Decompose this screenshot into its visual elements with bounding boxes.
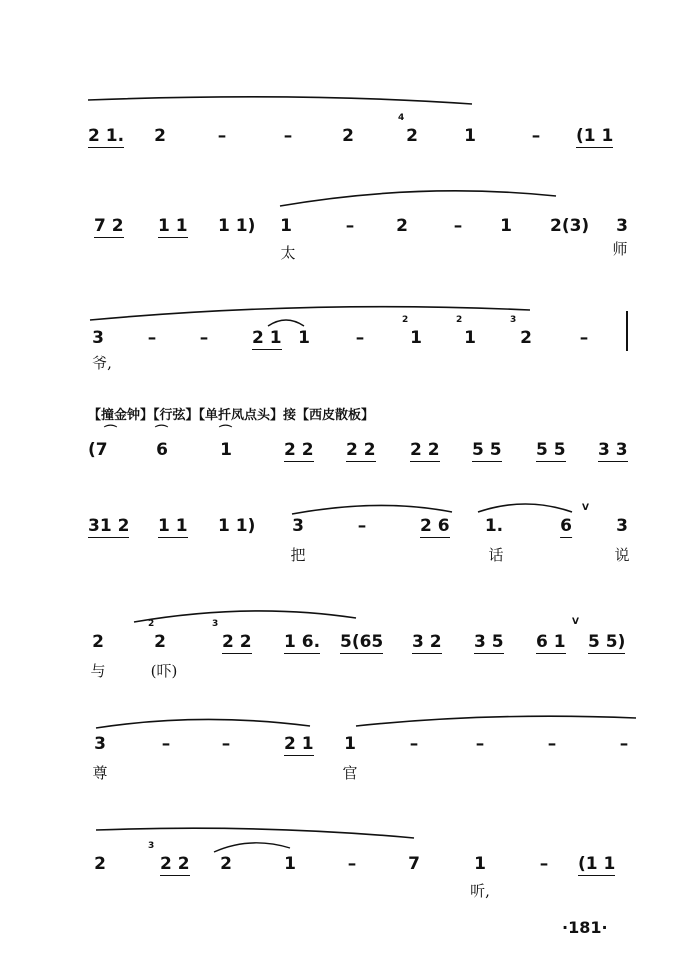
dash: – <box>221 734 231 754</box>
note: 3 <box>292 516 304 536</box>
lyric: 说 <box>614 546 630 564</box>
dash: – <box>531 126 541 146</box>
note-group: 2 2 <box>346 440 376 460</box>
note: 2 <box>396 216 408 236</box>
note: 7 <box>408 854 420 874</box>
note-group: 1 1) <box>218 216 256 236</box>
note-with-fermata: 1 <box>220 440 232 460</box>
dash: – <box>199 328 209 348</box>
lyric: 把 <box>290 546 306 564</box>
note: 2 <box>220 854 232 874</box>
grace-mark: 2 <box>456 315 463 325</box>
note-group: 2 2 <box>222 632 252 652</box>
lyric: 太 <box>280 244 296 262</box>
dash: – <box>357 516 367 536</box>
note-group: 2(3) <box>550 216 590 236</box>
note-group: 5 5 <box>472 440 502 460</box>
note-group: 7 2 <box>94 216 124 236</box>
note: 2 <box>520 328 532 348</box>
grace-mark: 2 <box>148 619 155 629</box>
note-group: 2 2 <box>160 854 190 874</box>
note-group: (1 1 <box>578 854 616 874</box>
dash: – <box>147 328 157 348</box>
note: 1 <box>464 126 476 146</box>
note-group: 2 1. <box>88 126 125 146</box>
grace-mark: 4 <box>398 113 405 123</box>
note: 6 <box>560 516 572 536</box>
note: 2 <box>406 126 418 146</box>
breath-mark: V <box>582 503 589 513</box>
dash: – <box>355 328 365 348</box>
note: 1 <box>410 328 422 348</box>
dash: – <box>579 328 589 348</box>
dash: – <box>453 216 463 236</box>
note: 2 <box>154 126 166 146</box>
note: 3 <box>92 328 104 348</box>
lyric: 官 <box>342 764 358 782</box>
grace-mark: 3 <box>510 315 517 325</box>
note: 1. <box>484 516 504 536</box>
fermata-icon: ⌒ <box>219 425 233 440</box>
note-group: 3 3 <box>598 440 628 460</box>
note-group: 1 1) <box>218 516 256 536</box>
note-group: 2 2 <box>284 440 314 460</box>
note: 2 <box>94 854 106 874</box>
note: 2 <box>92 632 104 652</box>
note-group: 1 6. <box>284 632 321 652</box>
dash: – <box>345 216 355 236</box>
note-group: 5 5 <box>536 440 566 460</box>
note: 3 <box>616 216 628 236</box>
note: 2 <box>154 632 166 652</box>
note-group: 3 5 <box>474 632 504 652</box>
dash: – <box>619 734 629 754</box>
fermata-icon: ⌒ <box>104 425 118 440</box>
lyric: 尊 <box>92 764 108 782</box>
note-group: 2 1 <box>252 328 282 348</box>
bar-line <box>626 311 628 351</box>
note-group: 5(65 <box>340 632 384 652</box>
note-with-fermata: 6 <box>156 440 168 460</box>
note-group: 6 1 <box>536 632 566 652</box>
dash: – <box>539 854 549 874</box>
note: 3 <box>94 734 106 754</box>
fermata-icon: ⌒ <box>155 425 169 440</box>
lyric: 话 <box>488 546 504 564</box>
note: 1 <box>284 854 296 874</box>
note-group: 2 1 <box>284 734 314 754</box>
dash: – <box>547 734 557 754</box>
note: 2 <box>342 126 354 146</box>
note: 1 <box>500 216 512 236</box>
grace-mark: 3 <box>148 841 155 851</box>
note-group: (1 1 <box>576 126 614 146</box>
dash: – <box>217 126 227 146</box>
page-number: ·181· <box>562 918 608 937</box>
section-header: 【撞金钟】【行弦】【单扦凤点头】接【西皮散板】 <box>88 408 375 423</box>
note: 1 <box>298 328 310 348</box>
dash: – <box>283 126 293 146</box>
note: 1 <box>474 854 486 874</box>
lyric: 爷, <box>92 354 112 372</box>
note-group: 1 1 <box>158 216 188 236</box>
dash: – <box>347 854 357 874</box>
grace-mark: 3 <box>212 619 219 629</box>
lyric: 与 <box>90 662 106 680</box>
note: 1 <box>344 734 356 754</box>
note-group: 2 2 <box>410 440 440 460</box>
note-group: 2 6 <box>420 516 450 536</box>
dash: – <box>409 734 419 754</box>
breath-mark: V <box>572 617 579 627</box>
dash: – <box>475 734 485 754</box>
note-group: 31 2 <box>88 516 130 536</box>
dash: – <box>161 734 171 754</box>
grace-mark: 2 <box>402 315 409 325</box>
note: 1 <box>464 328 476 348</box>
lyric: 听, <box>470 882 490 900</box>
note: 3 <box>616 516 628 536</box>
lyric: (吓) <box>150 662 178 680</box>
note-group: 1 1 <box>158 516 188 536</box>
lyric: 师 <box>612 240 628 258</box>
note-group: 3 2 <box>412 632 442 652</box>
note-with-fermata: (7 <box>88 440 108 460</box>
note-group: 5 5) <box>588 632 626 652</box>
note: 1 <box>280 216 292 236</box>
